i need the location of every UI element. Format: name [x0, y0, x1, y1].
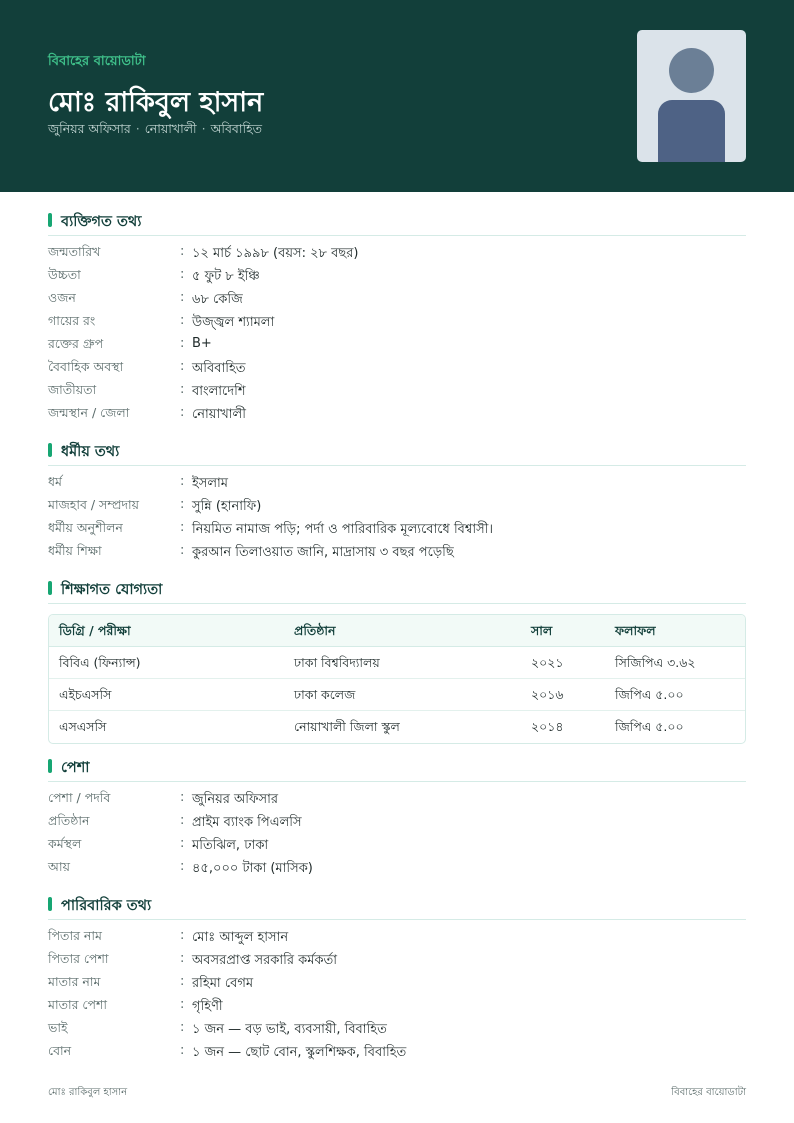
table-row	[49, 711, 745, 743]
section-title-text: পেশা	[61, 760, 90, 776]
colon-separator: :	[180, 497, 185, 512]
field-value: ৬৮ কেজি	[192, 292, 243, 307]
field-value: মতিঝিল, ঢাকা	[192, 838, 269, 853]
field-label: মাজহাব / সম্প্রদায়	[48, 497, 140, 512]
cell-degree: এইচএসসি	[59, 687, 112, 702]
header-year: সাল	[531, 623, 553, 638]
religious-row	[48, 497, 746, 520]
religious-row	[48, 474, 746, 497]
field-label: বোন	[48, 1043, 72, 1058]
document-type: বিবাহের বায়োডাটা	[48, 54, 146, 69]
section-title	[48, 758, 746, 782]
section-title-text: ধর্মীয় তথ্য	[61, 444, 120, 460]
table-row	[49, 647, 745, 679]
section-title-text: ব্যক্তিগত তথ্য	[61, 214, 142, 230]
accent-bar	[48, 213, 52, 227]
colon-separator: :	[180, 290, 185, 305]
cell-year: ২০২১	[531, 655, 564, 670]
profession-list	[48, 790, 746, 882]
field-value: অবিবাহিত	[192, 361, 246, 376]
field-value: নোয়াখালী	[192, 407, 246, 422]
family-row	[48, 997, 746, 1020]
colon-separator: :	[180, 951, 185, 966]
field-label: পেশা / পদবি	[48, 790, 111, 805]
field-label: জাতীয়তা	[48, 382, 97, 397]
field-label: পিতার নাম	[48, 928, 102, 943]
field-label: বৈবাহিক অবস্থা	[48, 359, 124, 374]
cell-year: ২০১৪	[531, 719, 564, 734]
subtitle-occupation: জুনিয়র অফিসার	[48, 121, 131, 136]
section-family	[48, 896, 746, 1066]
field-value: অবসরপ্রাপ্ত সরকারি কর্মকর্তা	[192, 953, 338, 968]
cell-result: জিপিএ ৫.০০	[615, 687, 684, 702]
field-value: ১২ মার্চ ১৯৯৮ (বয়স: ২৮ বছর)	[192, 246, 359, 261]
avatar-placeholder-icon	[637, 30, 746, 162]
colon-separator: :	[180, 543, 185, 558]
subtitle-district: নোয়াখালী	[144, 121, 197, 136]
colon-separator: :	[180, 474, 185, 489]
colon-separator: :	[180, 1020, 185, 1035]
section-title	[48, 212, 746, 236]
field-label: জন্মতারিখ	[48, 244, 101, 259]
personal-row	[48, 336, 746, 359]
cell-year: ২০১৬	[531, 687, 564, 702]
family-row	[48, 974, 746, 997]
accent-bar	[48, 759, 52, 773]
header-banner	[0, 0, 794, 192]
colon-separator: :	[180, 336, 185, 351]
section-profession	[48, 758, 746, 882]
family-row	[48, 951, 746, 974]
field-label: প্রতিষ্ঠান	[48, 813, 90, 828]
cell-institution: নোয়াখালী জিলা স্কুল	[294, 719, 400, 734]
personal-row	[48, 359, 746, 382]
table-header	[49, 615, 745, 647]
family-list	[48, 928, 746, 1066]
cell-degree: এসএসসি	[59, 719, 107, 734]
footer-name: মোঃ রাকিবুল হাসান	[48, 1087, 128, 1098]
family-row	[48, 1043, 746, 1066]
accent-bar	[48, 897, 52, 911]
field-label: রক্তের গ্রুপ	[48, 336, 104, 351]
colon-separator: :	[180, 359, 185, 374]
field-value: বাংলাদেশি	[192, 384, 246, 399]
colon-separator: :	[180, 813, 185, 828]
field-label: ধর্মীয় শিক্ষা	[48, 543, 102, 558]
section-title	[48, 580, 746, 604]
colon-separator: :	[180, 520, 185, 535]
candidate-name: মোঃ রাকিবুল হাসান	[48, 87, 264, 118]
field-label: গায়ের রং	[48, 313, 96, 328]
field-label: ধর্মীয় অনুশীলন	[48, 520, 123, 535]
colon-separator: :	[180, 382, 185, 397]
field-label: ভাই	[48, 1020, 68, 1035]
profession-row	[48, 790, 746, 813]
personal-list	[48, 244, 746, 428]
field-label: উচ্চতা	[48, 267, 81, 282]
colon-separator: :	[180, 836, 185, 851]
accent-bar	[48, 443, 52, 457]
separator-dot: ·	[201, 121, 206, 136]
religious-row	[48, 543, 746, 566]
religious-list	[48, 474, 746, 566]
field-value: প্রাইম ব্যাংক পিএলসি	[192, 815, 302, 830]
colon-separator: :	[180, 859, 185, 874]
field-value: জুনিয়র অফিসার	[192, 792, 279, 807]
field-label: মাতার পেশা	[48, 997, 107, 1012]
section-title-text: শিক্ষাগত যোগ্যতা	[61, 582, 163, 598]
section-title	[48, 442, 746, 466]
profession-row	[48, 836, 746, 859]
field-value: সুন্নি (হানাফি)	[192, 499, 262, 514]
subtitle-line	[48, 121, 262, 141]
profession-row	[48, 813, 746, 836]
field-label: ধর্ম	[48, 474, 62, 489]
field-label: আয়	[48, 859, 70, 874]
footer-doc-type: বিবাহের বায়োডাটা	[671, 1087, 746, 1098]
field-value: কুরআন তিলাওয়াত জানি, মাদ্রাসায় ৩ বছর পড়েছি	[192, 545, 454, 560]
field-label: ওজন	[48, 290, 76, 305]
section-title-text: পারিবারিক তথ্য	[61, 898, 152, 914]
cell-institution: ঢাকা কলেজ	[294, 687, 356, 702]
field-value: ৪৫,০০০ টাকা (মাসিক)	[192, 861, 313, 876]
header-result: ফলাফল	[615, 623, 656, 638]
education-table	[48, 614, 746, 744]
cell-institution: ঢাকা বিশ্ববিদ্যালয়	[294, 655, 380, 670]
field-value: উজ্জ্বল শ্যামলা	[192, 315, 275, 330]
colon-separator: :	[180, 405, 185, 420]
subtitle-marital-status: অবিবাহিত	[210, 121, 263, 136]
section-religious	[48, 442, 746, 566]
family-row	[48, 1020, 746, 1043]
field-label: জন্মস্থান / জেলা	[48, 405, 130, 420]
field-value: মোঃ আব্দুল হাসান	[192, 930, 289, 945]
field-value: ৫ ফুট ৮ ইঞ্চি	[192, 269, 260, 284]
colon-separator: :	[180, 790, 185, 805]
field-value: ১ জন — বড় ভাই, ব্যবসায়ী, বিবাহিত	[192, 1022, 387, 1037]
separator-dot: ·	[135, 121, 140, 136]
personal-row	[48, 405, 746, 428]
personal-row	[48, 267, 746, 290]
field-value: ১ জন — ছোট বোন, স্কুলশিক্ষক, বিবাহিত	[192, 1045, 407, 1060]
colon-separator: :	[180, 267, 185, 282]
field-value: নিয়মিত নামাজ পড়ি; পর্দা ও পারিবারিক মূল্যবোধে বিশ্বাসী।	[192, 522, 494, 537]
colon-separator: :	[180, 997, 185, 1012]
religious-row	[48, 520, 746, 543]
field-label: মাতার নাম	[48, 974, 101, 989]
personal-row	[48, 290, 746, 313]
personal-row	[48, 244, 746, 267]
colon-separator: :	[180, 928, 185, 943]
cell-result: জিপিএ ৫.০০	[615, 719, 684, 734]
personal-row	[48, 382, 746, 405]
field-value: ইসলাম	[192, 476, 229, 491]
profession-row	[48, 859, 746, 882]
personal-row	[48, 313, 746, 336]
section-education	[48, 580, 746, 744]
colon-separator: :	[180, 1043, 185, 1058]
avatar-head	[669, 48, 714, 93]
colon-separator: :	[180, 974, 185, 989]
avatar-body	[658, 100, 725, 162]
cell-result: সিজিপিএ ৩.৬২	[615, 655, 696, 670]
cell-degree: বিবিএ (ফিন্যান্স)	[59, 655, 141, 670]
colon-separator: :	[180, 313, 185, 328]
family-row	[48, 928, 746, 951]
field-value: রহিমা বেগম	[192, 976, 254, 991]
field-label: পিতার পেশা	[48, 951, 109, 966]
field-label: কর্মস্থল	[48, 836, 82, 851]
section-personal	[48, 212, 746, 428]
field-value: B+	[192, 336, 212, 351]
header-degree: ডিগ্রি / পরীক্ষা	[59, 623, 131, 638]
section-title	[48, 896, 746, 920]
colon-separator: :	[180, 244, 185, 259]
accent-bar	[48, 581, 52, 595]
field-value: গৃহিণী	[192, 999, 223, 1014]
table-row	[49, 679, 745, 711]
header-institution: প্রতিষ্ঠান	[294, 623, 336, 638]
